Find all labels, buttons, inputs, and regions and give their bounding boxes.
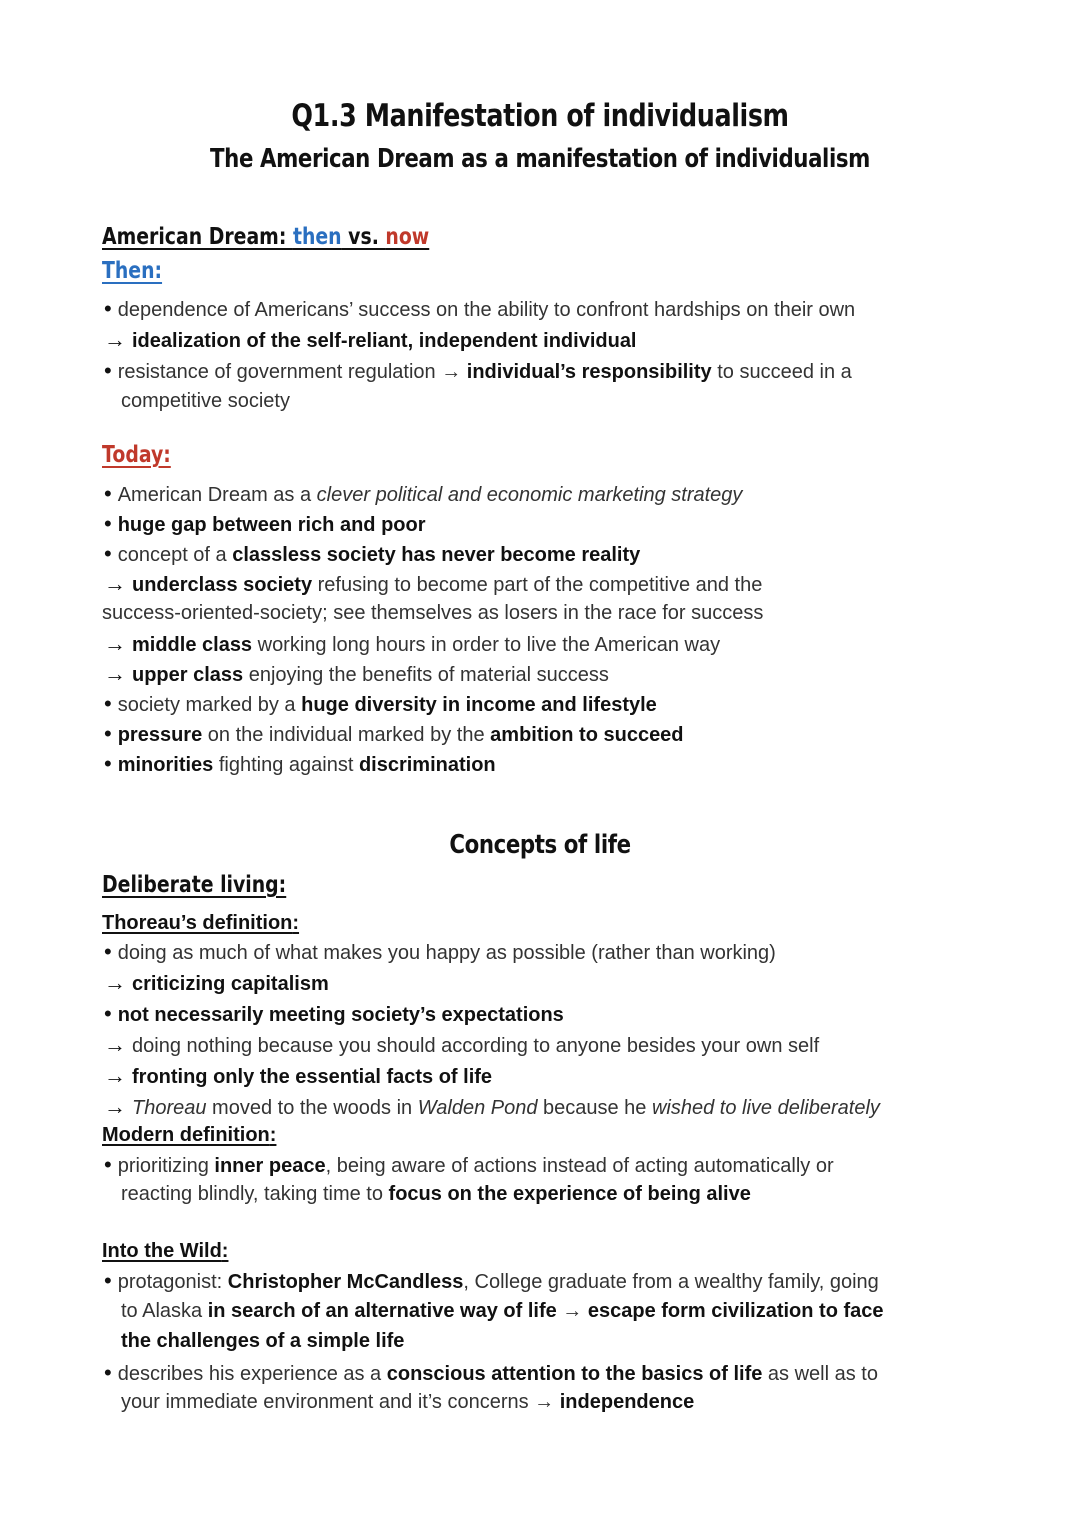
bullet-icon: • xyxy=(104,481,112,506)
list-item xyxy=(104,633,720,655)
text: American Dream as a xyxy=(117,484,317,506)
bold-text: ambition to succeed xyxy=(490,724,684,746)
text: concept of a xyxy=(117,544,233,566)
american-dream-heading xyxy=(102,224,429,250)
bullet-icon: • xyxy=(104,1001,112,1026)
text: fighting against xyxy=(213,754,359,776)
bullet-icon: • xyxy=(104,1268,112,1293)
text: to succeed in a xyxy=(711,361,852,383)
text: prioritizing xyxy=(117,1155,215,1177)
bold-text: focus on the experience of being alive xyxy=(388,1183,751,1205)
text: , College graduate from a wealthy family, going xyxy=(463,1271,879,1293)
list-item xyxy=(104,1359,878,1385)
list-item xyxy=(104,693,657,715)
bold-text: individual’s responsibility xyxy=(466,361,712,383)
bold-text: middle class xyxy=(132,634,253,656)
italic-text: clever political and economic marketing strategy xyxy=(316,484,743,506)
bold-text: idealization of the self-reliant, independent individual xyxy=(132,330,637,352)
text: society marked by a xyxy=(117,694,302,716)
text: describes his experience as a xyxy=(117,1362,387,1385)
italic-text: Walden Pond xyxy=(417,1097,538,1119)
bold-text: independence xyxy=(559,1391,695,1413)
bold-text: classless society has never become reality xyxy=(232,544,641,566)
text: doing as much of what makes you happy as possible (rather than working) xyxy=(117,942,776,964)
bold-text: inner peace xyxy=(214,1155,326,1177)
bullet-icon: • xyxy=(104,296,112,321)
list-item xyxy=(104,1270,879,1292)
text: refusing to become part of the competitive and the xyxy=(312,574,763,596)
then-heading: Then: xyxy=(102,258,163,284)
text: competitive society xyxy=(121,390,290,412)
list-item xyxy=(104,723,684,745)
bold-text: huge gap between rich and poor xyxy=(117,514,426,536)
list-item xyxy=(121,1392,694,1412)
bullet-icon: • xyxy=(104,751,112,776)
arrow-icon: → xyxy=(104,1032,126,1057)
list-item xyxy=(104,483,742,505)
vs-word: vs. xyxy=(341,224,386,250)
bullet-icon: • xyxy=(104,511,112,536)
text: dependence of Americans’ success on the ability to confront hardships on their own xyxy=(117,299,856,321)
list-item xyxy=(104,972,329,994)
arrow-icon: → xyxy=(104,571,126,596)
bullet-icon: • xyxy=(104,939,112,964)
list-item xyxy=(121,1331,404,1351)
bold-text: discrimination xyxy=(358,754,496,776)
italic-text: Thoreau xyxy=(132,1097,207,1119)
text: resistance of government regulation → xyxy=(117,361,467,383)
bold-text: Christopher McCandless xyxy=(227,1271,464,1293)
list-item xyxy=(104,1065,492,1087)
text: doing nothing because you should according to anyone besides your own self xyxy=(132,1035,820,1057)
list-item xyxy=(104,513,426,535)
thoreau-definition-label: Thoreau’s definition: xyxy=(102,912,300,934)
text: → xyxy=(556,1299,588,1322)
text: to Alaska xyxy=(121,1299,208,1322)
bullet-icon: • xyxy=(104,1359,112,1385)
bold-text: criticizing capitalism xyxy=(132,973,329,995)
bullet-icon: • xyxy=(104,691,112,716)
list-item xyxy=(104,543,640,565)
italic-text: wished to live deliberately xyxy=(651,1097,880,1119)
today-heading: Today: xyxy=(102,442,171,468)
list-item xyxy=(104,298,855,320)
modern-definition-label: Modern definition: xyxy=(102,1124,277,1146)
bold-text: huge diversity in income and lifestyle xyxy=(301,694,657,716)
bullet-icon: • xyxy=(104,721,112,746)
thoreau-label-text: Thoreau’s definition xyxy=(102,912,293,934)
bold-text: conscious attention to the basics of life xyxy=(386,1362,763,1385)
list-item xyxy=(104,329,637,351)
text: , being aware of actions instead of acting automatically or xyxy=(325,1155,834,1177)
list-item xyxy=(102,603,763,623)
into-the-wild-label: Into the Wild: xyxy=(102,1240,229,1262)
bullet-icon: • xyxy=(104,541,112,566)
bold-text: escape form civilization to face xyxy=(587,1299,884,1322)
arrow-icon: → xyxy=(104,661,126,686)
wild-label-text: Into the Wild xyxy=(102,1240,222,1262)
list-item xyxy=(121,1184,751,1204)
list-item xyxy=(104,1034,819,1056)
text: your immediate environment and it’s concerns → xyxy=(121,1391,560,1413)
arrow-icon: → xyxy=(104,970,126,995)
text: on the individual marked by the xyxy=(202,724,491,746)
list-item xyxy=(104,1154,834,1176)
now-word: now xyxy=(385,224,430,250)
bold-text: underclass society xyxy=(132,574,313,596)
bold-text: fronting only the essential facts of life xyxy=(132,1066,493,1088)
arrow-icon: → xyxy=(104,327,126,352)
arrow-icon: → xyxy=(104,1063,126,1088)
modern-label-text: Modern definition xyxy=(102,1124,270,1146)
bold-text: in search of an alternative way of life xyxy=(207,1299,557,1322)
concepts-title: Concepts of life xyxy=(449,830,631,860)
deliberate-living-heading: Deliberate living: xyxy=(102,872,287,898)
list-item xyxy=(104,941,776,963)
list-item xyxy=(104,1003,564,1025)
list-item xyxy=(104,573,762,595)
bold-text: minorities xyxy=(117,754,214,776)
list-item xyxy=(121,391,290,411)
heading-prefix: American Dream: xyxy=(102,224,293,250)
text: because he xyxy=(537,1097,652,1119)
list-item xyxy=(104,663,609,685)
text: working long hours in order to live the American way xyxy=(252,634,721,656)
text: success-oriented-society; see themselves as losers in the race for success xyxy=(102,602,764,624)
list-item xyxy=(104,360,852,382)
text: reacting blindly, taking time to xyxy=(121,1183,389,1205)
arrow-icon: → xyxy=(104,1094,126,1119)
list-item xyxy=(104,753,496,775)
text: as well as to xyxy=(762,1362,878,1385)
bullet-icon: • xyxy=(104,358,112,383)
list-item xyxy=(121,1301,884,1321)
list-item xyxy=(104,1096,880,1118)
page-title: Q1.3 Manifestation of individualism xyxy=(291,98,789,134)
bold-text: pressure xyxy=(117,724,203,746)
then-word: then xyxy=(292,224,342,250)
text: moved to the woods in xyxy=(206,1097,418,1119)
text: enjoying the benefits of material success xyxy=(243,664,609,686)
page-subtitle: The American Dream as a manifestation of individualism xyxy=(210,144,870,174)
bullet-icon: • xyxy=(104,1152,112,1177)
text: protagonist: xyxy=(117,1271,228,1293)
bold-text: not necessarily meeting society’s expectations xyxy=(117,1004,564,1026)
bold-text: the challenges of a simple life xyxy=(121,1330,405,1352)
arrow-icon: → xyxy=(104,631,126,656)
bold-text: upper class xyxy=(132,664,244,686)
